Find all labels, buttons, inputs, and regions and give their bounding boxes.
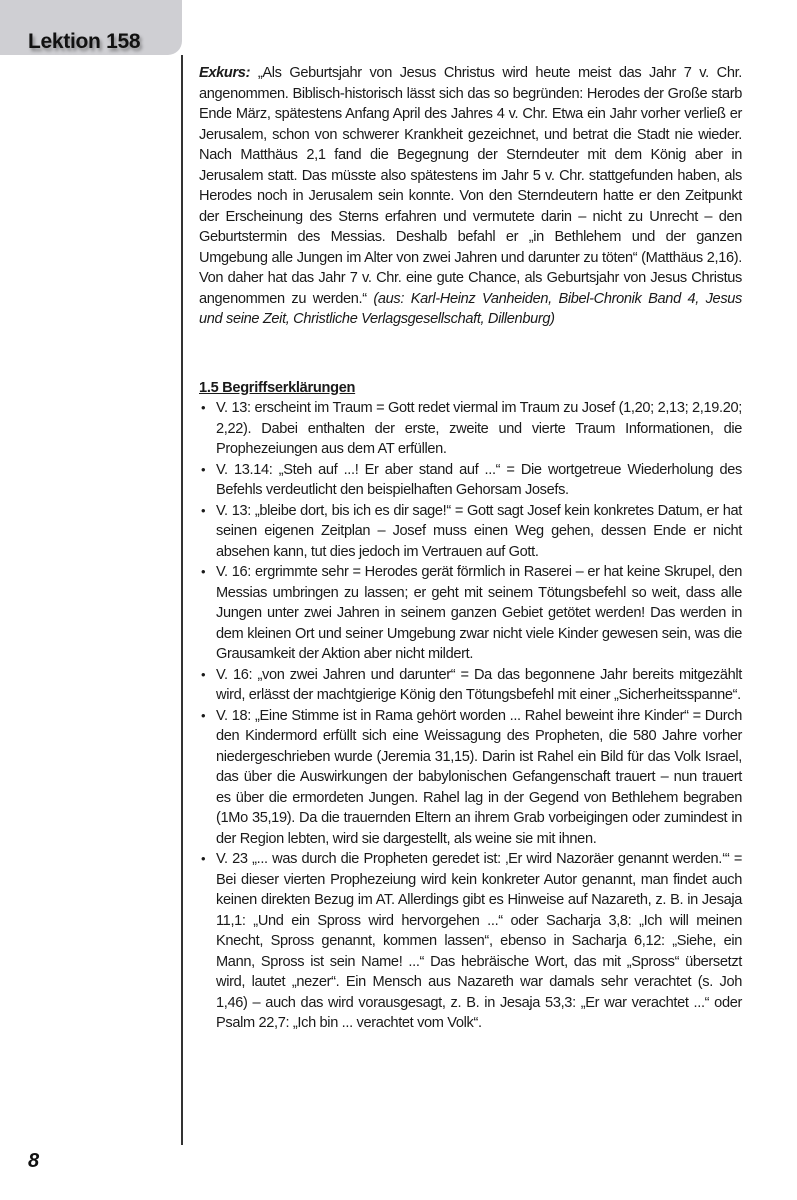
- exkurs-paragraph: [199, 63, 742, 330]
- section-heading: 1.5 Begriffserklärungen: [199, 379, 356, 396]
- lesson-title: Lektion 158: [28, 30, 141, 53]
- list-item: • V. 13: erscheint im Traum = Gott redet viermal im Traum zu Josef (1,20; 2,13; 2,19.20; 2,22). Dabei enthalten der erste, zweite und vierte Traum Informationen, die Prophezeiungen aus dem AT erfüllen.: [199, 398, 742, 460]
- main-content: [199, 63, 742, 1034]
- list-item: • V. 13: „bleibe dort, bis ich es dir sage!“ = Gott sagt Josef kein konkretes Datum, er hat seinen eigenen Zeitplan – Josef muss einen Weg gehen, dessen Ende er nicht absehen kann, tut dies jedoch im Vertrauen auf Gott.: [199, 501, 742, 563]
- term-list: [199, 398, 742, 1034]
- list-item: • V. 13.14: „Steh auf ...! Er aber stand auf ...“ = Die wortgetreue Wiederholung des Befehls verdeutlicht den beispielhaften Gehorsam Josefs.: [199, 460, 742, 501]
- list-item: • V. 23 „... was durch die Propheten geredet ist: ‚Er wird Nazoräer genannt werden.‘“ = Bei dieser vierten Prophezeiung wird kein konkreter Autor genannt, man findet auch keinen direkten Bezug im AT. Allerdings gibt es Hinweise auf Nazareth, z. B. in Jesaja 11,1: „Und ein Spross wird hervorgehen ...“ oder Sacharja 3,8: „Ich will meinen Knecht, Spross genannt, kommen lassen“, ebenso in Sacharja 6,12: „Siehe, ein Mann, Spross ist sein Name! ...“ Das hebräische Wort, das mit „Spross“ übersetzt wird, lautet „nezer“. Ein Mensch aus Nazareth war damals sehr verachtet (s. Joh 1,46) – auch das wird vorausgesagt, z. B. in Jesaja 53,3: „Er war verachtet ...“ oder Psalm 22,7: „Ich bin ... verachtet vom Volk“.: [199, 849, 742, 1034]
- exkurs-source: (aus: Karl-Heinz Vanheiden, Bibel-Chronik Band 4, Jesus und seine Zeit, Christliche Verlagsgesellschaft, Dillenburg): [199, 290, 742, 327]
- list-item: • V. 18: „Eine Stimme ist in Rama gehört worden ... Rahel beweint ihre Kinder“ = Durch den Kindermord erfüllt sich eine Weissagung des Propheten, die 580 Jahre vorher niedergeschrieben wurde (Jeremia 31,15). Darin ist Rahel ein Bild für das Volk Israel, das über die Auswirkungen der babylonischen Gefangenschaft trauert – nun trauert es über die ermordeten Jungen. Rahel lag in der Gegend von Bethlehem begraben (1Mo 35,19). Da die trauernden Eltern an ihrem Grab vorbeigingen oder zumindest in der Region lebten, wird sie dargestellt, als weine sie mit ihnen.: [199, 706, 742, 850]
- exkurs-label: Exkurs:: [199, 65, 251, 81]
- margin-rule: [181, 55, 183, 1145]
- list-item: • V. 16: „von zwei Jahren und darunter“ = Da das begonnene Jahr bereits mitgezählt wird, erlässt der machtgierige König den Tötungsbefehl mit einer „Sicherheitsspanne“.: [199, 665, 742, 706]
- exkurs-text: „Als Geburtsjahr von Jesus Christus wird heute meist das Jahr 7 v. Chr. angenommen. Biblisch-historisch lässt sich das so begründen: Herodes der Große starb Ende März, spätestens Anfang April des Jahres 4 v. Chr. Etwa ein Jahr vorher verließ er Jerusalem, schon von schwerer Krankheit gezeichnet, und betrat die Stadt nie wieder. Nach Matthäus 2,1 fand die Begegnung der Sterndeuter mit dem König aber in Jerusalem statt. Das müsste also spätestens im Jahr 5 v. Chr. stattgefunden haben, als Herodes noch in Jerusalem sein konnte. Von den Sterndeutern hatte er den Zeitpunkt der Erscheinung des Sterns erfahren und vermutete darin – nicht zu Unrecht – den Geburtstermin des Messias. Deshalb befahl er „in Bethlehem und der ganzen Umgebung alle Jungen im Alter von zwei Jahren und darunter zu töten“ (Matthäus 2,16). Von daher hat das Jahr 7 v. Chr. eine gute Chance, als Geburtsjahr von Jesus Christus angenommen zu werden.“: [199, 65, 742, 307]
- page-number: 8: [28, 1150, 40, 1172]
- list-item: • V. 16: ergrimmte sehr = Herodes gerät förmlich in Raserei – er hat keine Skrupel, den Messias umbringen zu lassen; er geht mit seinem Tötungsbefehl so weit, dass alle Jungen unter zwei Jahren in seinem ganzen Gebiet getötet werden! Das werden in dem kleinen Ort und seiner Umgebung zwar nicht viele Kinder gewesen sein, was die Grausamkeit der Aktion aber nicht mildert.: [199, 562, 742, 665]
